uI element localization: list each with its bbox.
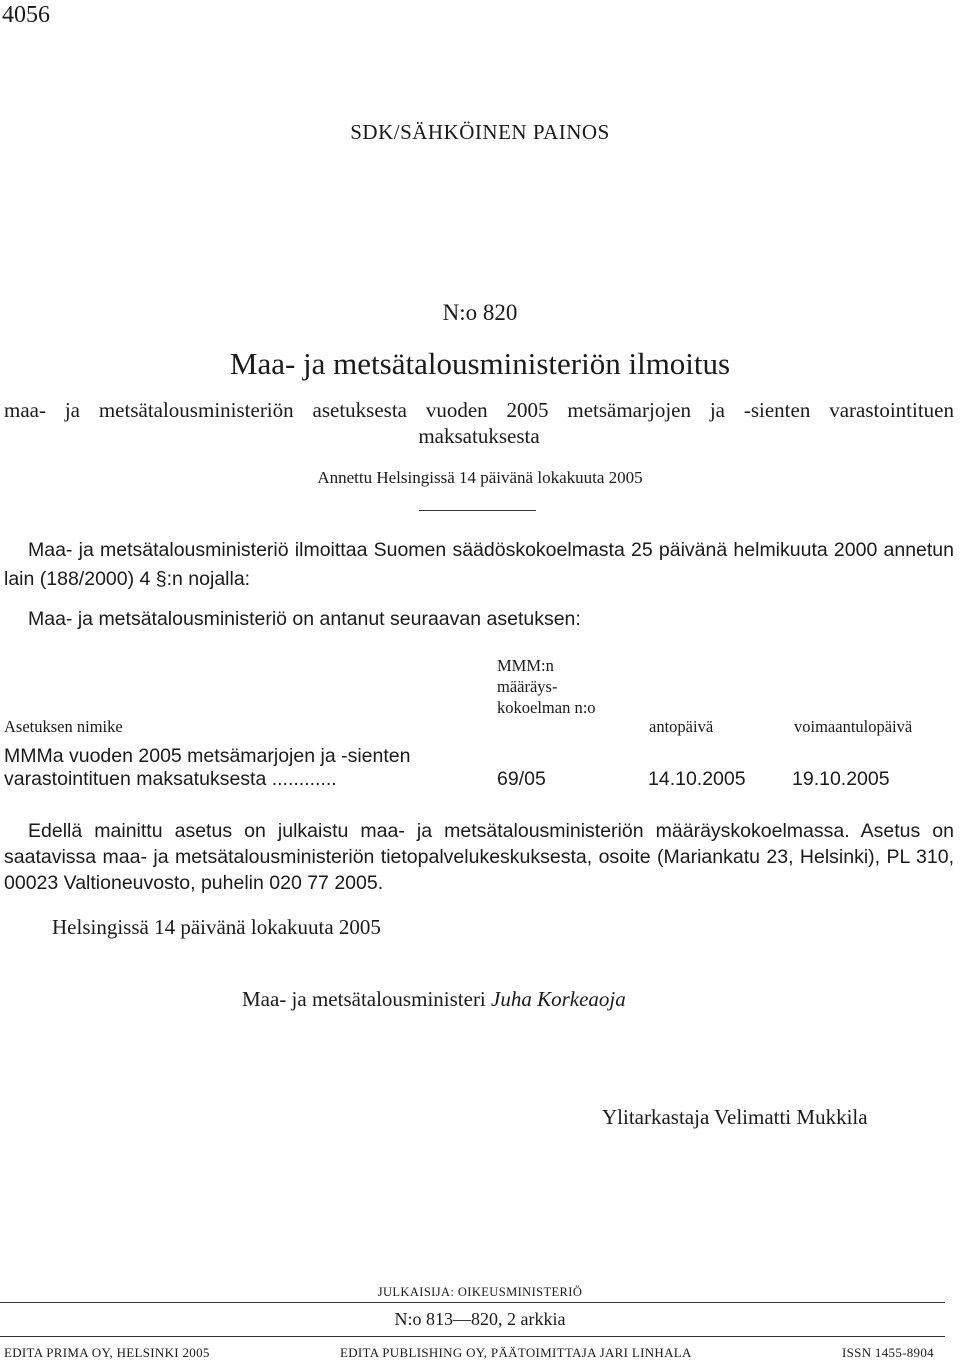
header-name: Asetuksen nimike — [4, 717, 123, 736]
place-date: Helsingissä 14 päivänä lokakuuta 2005 — [52, 915, 381, 939]
countersigner: Ylitarkastaja Velimatti Mukkila — [602, 1105, 868, 1129]
given-date: Annettu Helsingissä 14 päivänä lokakuuta 2005 — [317, 468, 643, 487]
row-issued: 14.10.2005 — [648, 768, 746, 790]
issn: ISSN 1455-8904 — [842, 1345, 934, 1360]
signer-name: Juha Korkeaoja — [491, 987, 626, 1011]
announcement-paragraph: Maa- ja metsätalousministeriö on antanut seuraavan asetuksen: — [28, 608, 581, 630]
printer-info: EDITA PRIMA OY, HELSINKI 2005 — [4, 1345, 210, 1360]
edition-label: SDK/SÄHKÖINEN PAINOS — [350, 120, 610, 144]
issue-info: N:o 813—820, 2 arkkia — [394, 1309, 566, 1329]
row-number: 69/05 — [497, 768, 546, 790]
row-effective: 19.10.2005 — [792, 768, 890, 790]
publisher-label: JULKAISIJA: OIKEUSMINISTERIÖ — [377, 1285, 583, 1299]
header-effective: voimaantulopäivä — [794, 717, 913, 736]
document-subtitle: maa- ja metsätalousministeriön asetuksesta vuoden 2005 metsämarjojen ja -sienten varastointituen maksatuksesta — [4, 398, 954, 448]
signer-title: Maa- ja metsätalousministeri — [242, 987, 486, 1011]
header-number: MMM:n määräys- kokoelman n:o — [497, 656, 596, 717]
document-title: Maa- ja metsätalousministeriön ilmoitus — [229, 346, 731, 381]
page-number: 4056 — [2, 2, 50, 28]
footer-divider-2 — [0, 1336, 945, 1337]
footer-divider — [0, 1302, 945, 1303]
row-name: MMMa vuoden 2005 metsämarjojen ja -sienten varastointituen maksatuksesta ............ — [4, 745, 411, 790]
intro-paragraph: Maa- ja metsätalousministeriö ilmoittaa Suomen säädöskokoelmasta 25 päivänä helmikuuta 2000 annetun lain (188/2000) 4 §:n nojalla: — [4, 539, 954, 590]
document-number: N:o 820 — [442, 300, 518, 325]
availability-paragraph: Edellä mainittu asetus on julkaistu maa- ja metsätalousministeriön määräyskokoelmassa. Asetus on saatavissa maa- ja metsätalousministeriön tietopalvelukeskuksesta, osoite (Mariankatu 23, Helsinki), PL 310, 00023 Valtioneuvosto, puhelin 020 77 2005. — [4, 820, 954, 894]
signer-line — [242, 987, 626, 1012]
title-divider — [419, 510, 536, 511]
header-issued: antopäivä — [649, 717, 714, 736]
editor-info: EDITA PUBLISHING OY, PÄÄTOIMITTAJA JARI LINHALA — [340, 1345, 692, 1360]
